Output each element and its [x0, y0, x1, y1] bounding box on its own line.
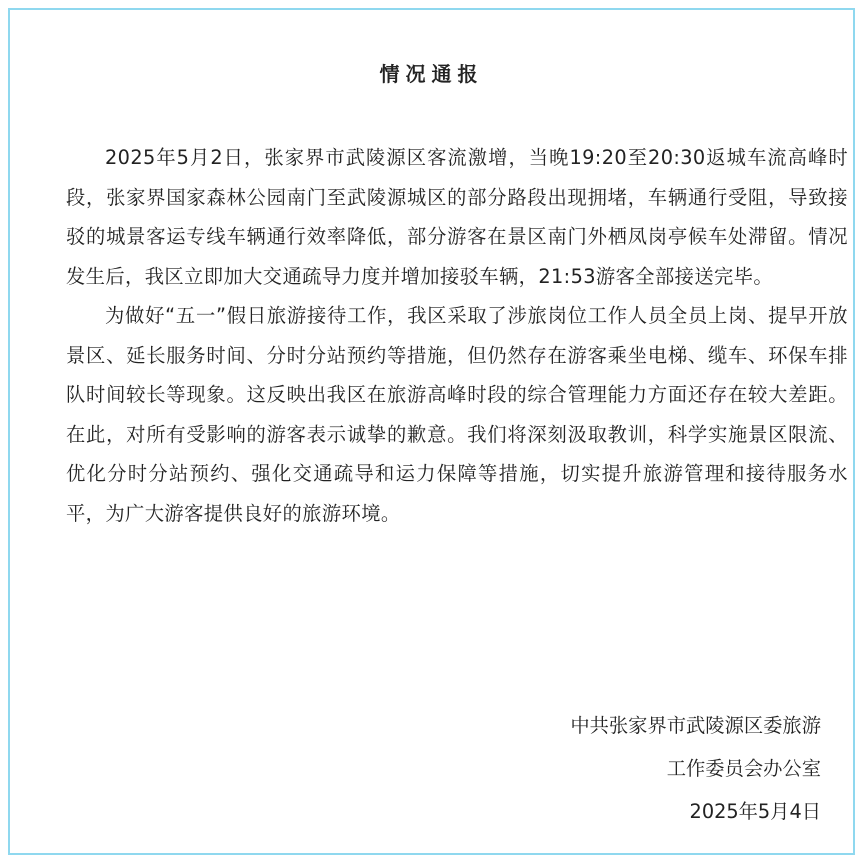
document-title: 情况通报: [379, 62, 484, 86]
document-frame: [8, 8, 855, 855]
signature-org-line-2: 工作委员会办公室: [666, 757, 821, 780]
document-body: [66, 138, 848, 533]
signature-date: 2025年5月4日: [689, 800, 821, 823]
paragraph-2: 为做好“五一”假日旅游接待工作，我区采取了涉旅岗位工作人员全员上岗、提早开放景区、延长服务时间、分时分站预约等措施，但仍然存在游客乘坐电梯、缆车、环保车排队时间较长等现象。这反映出我区在旅游高峰时段的综合管理能力方面还存在较大差距。在此，对所有受影响的游客表示诚挚的歉意。我们将深刻汲取教训，科学实施景区限流、优化分时分站预约、强化交通疏导和运力保障等措施，切实提升旅游管理和接待服务水平，为广大游客提供良好的旅游环境。: [66, 304, 848, 525]
signature-org-line-1: 中共张家界市武陵源区委旅游: [570, 714, 821, 737]
paragraph-1: 2025年5月2日，张家界市武陵源区客流激增，当晚19:20至20:30返城车流高峰时段，张家界国家森林公园南门至武陵源城区的部分路段出现拥堵，车辆通行受阻，导致接驳的城景客运专线车辆通行效率降低，部分游客在景区南门外栖凤岗亭候车处滞留。情况发生后，我区立即加大交通疏导力度并增加接驳车辆，21:53游客全部接送完毕。: [66, 146, 848, 288]
